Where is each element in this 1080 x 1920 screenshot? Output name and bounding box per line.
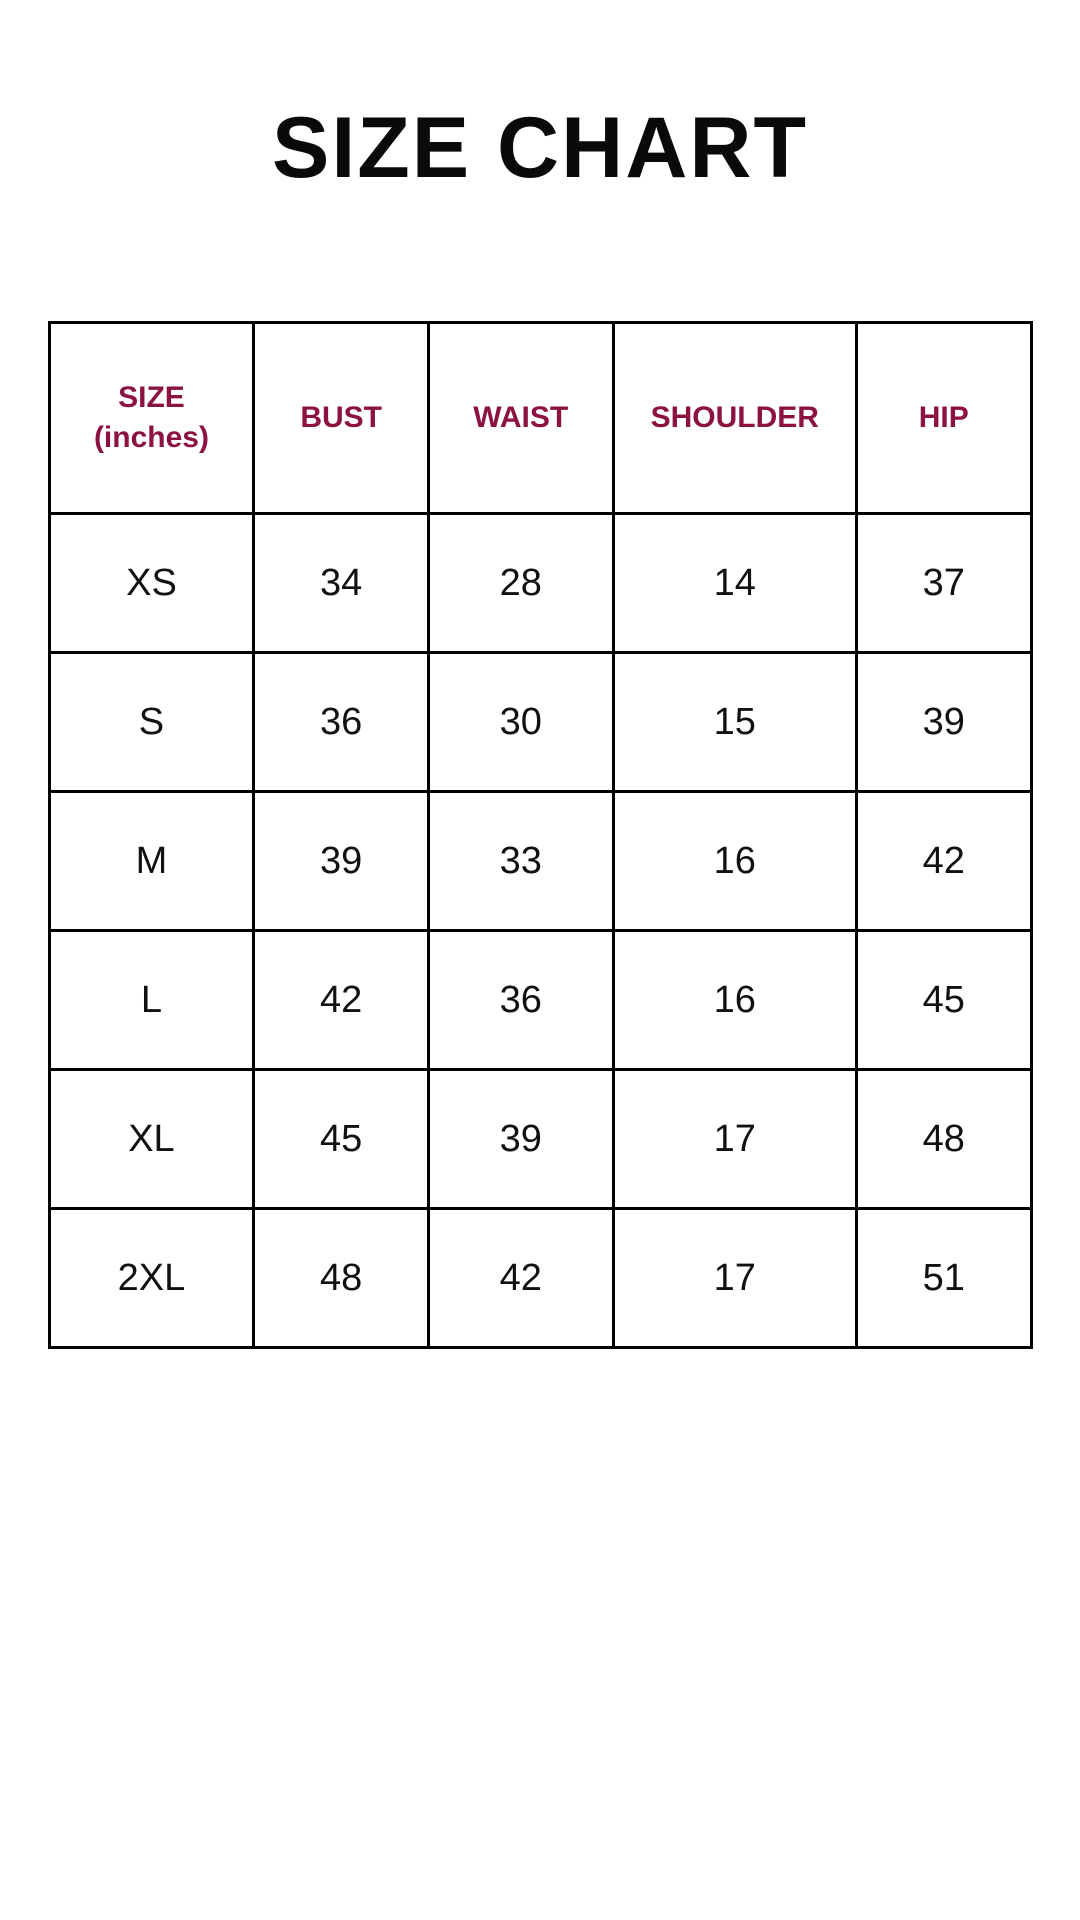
cell-shoulder: 17 xyxy=(613,1070,856,1209)
cell-waist: 30 xyxy=(428,653,613,792)
cell-shoulder: 16 xyxy=(613,931,856,1070)
column-header-hip: HIP xyxy=(856,323,1031,514)
cell-shoulder: 17 xyxy=(613,1209,856,1348)
cell-bust: 34 xyxy=(254,514,428,653)
column-header-shoulder: SHOULDER xyxy=(613,323,856,514)
size-chart-table xyxy=(48,321,1033,1349)
cell-size: XS xyxy=(49,514,254,653)
cell-waist: 42 xyxy=(428,1209,613,1348)
column-header-size xyxy=(49,323,254,514)
column-header-size-line2: (inches) xyxy=(93,421,209,454)
table-row xyxy=(49,514,1031,653)
cell-size: L xyxy=(49,931,254,1070)
table-row xyxy=(49,653,1031,792)
page-title: SIZE CHART xyxy=(272,100,808,196)
cell-hip: 37 xyxy=(856,514,1031,653)
column-header-size-line1: SIZE xyxy=(118,380,185,414)
cell-hip: 51 xyxy=(856,1209,1031,1348)
cell-hip: 45 xyxy=(856,931,1031,1070)
size-table-container xyxy=(48,191,1033,1349)
table-row xyxy=(49,1070,1031,1209)
table-row xyxy=(49,792,1031,931)
cell-hip: 48 xyxy=(856,1070,1031,1209)
cell-bust: 36 xyxy=(254,653,428,792)
table-row xyxy=(49,1209,1031,1348)
cell-waist: 36 xyxy=(428,931,613,1070)
table-header-row xyxy=(49,323,1031,514)
cell-waist: 39 xyxy=(428,1070,613,1209)
table-body xyxy=(49,514,1031,1348)
cell-shoulder: 15 xyxy=(613,653,856,792)
cell-bust: 45 xyxy=(254,1070,428,1209)
cell-waist: 33 xyxy=(428,792,613,931)
table-row xyxy=(49,931,1031,1070)
cell-waist: 28 xyxy=(428,514,613,653)
cell-hip: 39 xyxy=(856,653,1031,792)
cell-bust: 42 xyxy=(254,931,428,1070)
cell-size: M xyxy=(49,792,254,931)
cell-size: XL xyxy=(49,1070,254,1209)
cell-shoulder: 14 xyxy=(613,514,856,653)
cell-shoulder: 16 xyxy=(613,792,856,931)
column-header-waist: WAIST xyxy=(428,323,613,514)
cell-bust: 48 xyxy=(254,1209,428,1348)
table-header xyxy=(49,323,1031,514)
cell-size: 2XL xyxy=(49,1209,254,1348)
cell-size: S xyxy=(49,653,254,792)
cell-hip: 42 xyxy=(856,792,1031,931)
cell-bust: 39 xyxy=(254,792,428,931)
column-header-bust: BUST xyxy=(254,323,428,514)
